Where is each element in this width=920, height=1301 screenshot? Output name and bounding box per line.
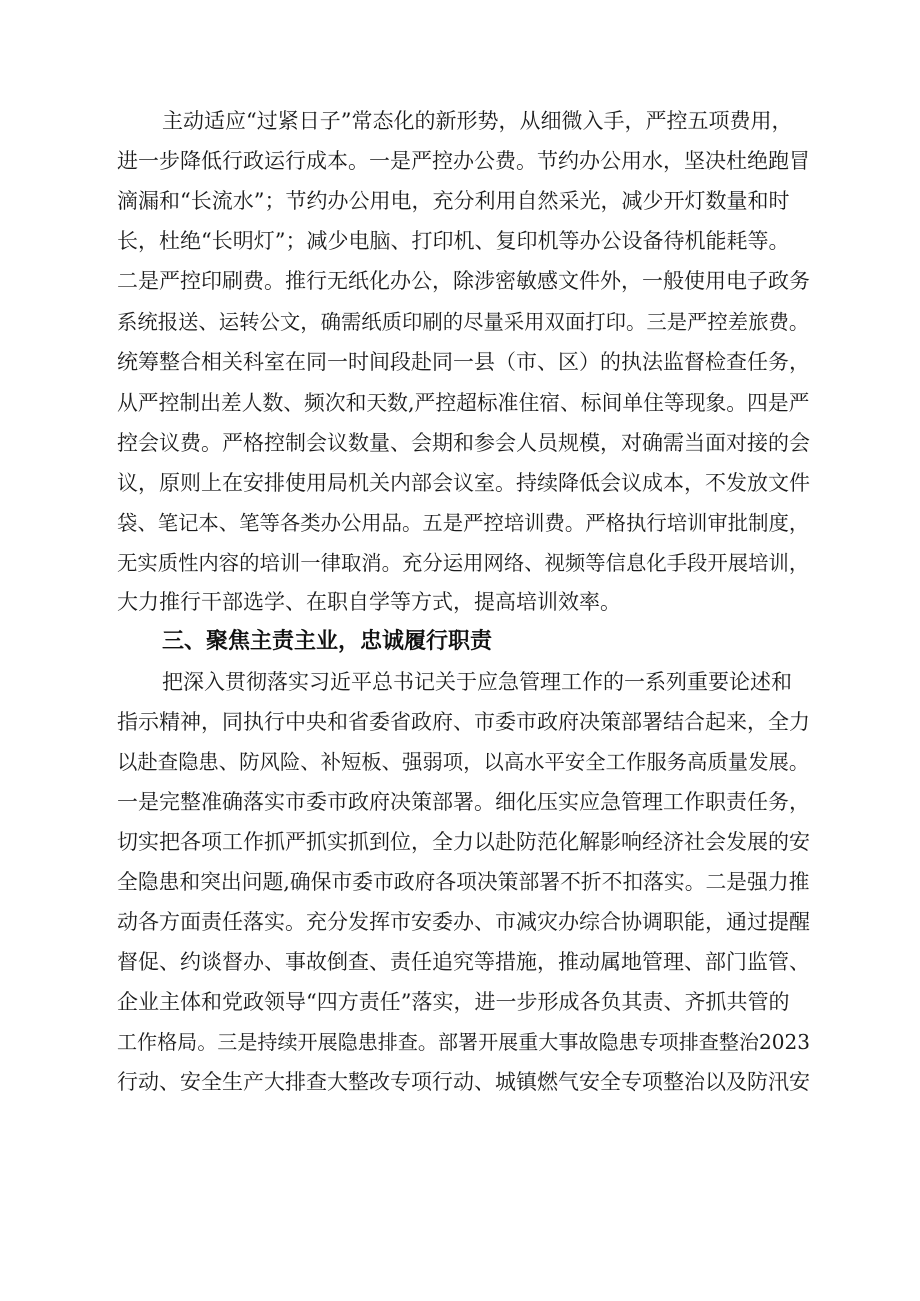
paragraph1-line-12: 无实质性内容的培训一律取消。充分运用网络、视频等信息化手段开展培训，: [117, 551, 810, 575]
paragraph1-line-7: 统筹整合相关科室在同一时间段赴同一县（市、区）的执法监督检查任务，: [117, 350, 810, 374]
paragraph1-line-3: 滴漏和“长流水”；节约办公用电，充分利用自然采光，减少开灯数量和时: [117, 189, 790, 213]
paragraph1-line-5: 二是严控印刷费。推行无纸化办公，除涉密敏感文件外，一般使用电子政务: [117, 269, 810, 293]
paragraph2-line-2: 指示精神，同执行中央和省委省政府、市委市政府决策部署结合起来，全力: [117, 710, 810, 734]
paragraph1-line-10: 议，原则上在安排使用局机关内部会议室。持续降低会议成本，不发放文件: [117, 471, 810, 495]
paragraph2-line-10: 工作格局。三是持续开展隐患排查。部署开展重大事故隐患专项排查整治2023: [117, 1030, 811, 1054]
paragraph2-line-7: 动各方面责任落实。充分发挥市安委办、市减灾办综合协调职能，通过提醒: [117, 910, 810, 934]
paragraph2-line-1: 把深入贯彻落实习近平总书记关于应急管理工作的一系列重要论述和: [162, 670, 792, 694]
paragraph2-line-5: 切实把各项工作抓严抓实抓到位，全力以赴防范化解影响经济社会发展的安: [117, 830, 810, 854]
paragraph2-line-3: 以赴查隐患、防风险、补短板、强弱项，以高水平安全工作服务高质量发展。: [117, 750, 810, 774]
paragraph1-line-13: 大力推行干部选学、在职自学等方式，提高培训效率。: [117, 590, 621, 614]
paragraph1-line-2: 进一步降低行政运行成本。一是严控办公费。节约办公用水，坚决杜绝跑冒: [117, 149, 810, 173]
paragraph2-line-11: 行动、安全生产大排查大整改专项行动、城镇燃气安全专项整治以及防汛安: [117, 1070, 810, 1094]
paragraph2-line-8: 督促、约谈督办、事故倒查、责任追究等措施，推动属地管理、部门监管、: [117, 950, 810, 974]
paragraph1-line-11: 袋、笔记本、笔等各类办公用品。五是严控培训费。严格执行培训审批制度，: [117, 511, 810, 535]
section-heading: 三、聚焦主责主业，忠诚履行职责: [162, 629, 493, 654]
paragraph2-line-6: 全隐患和突出问题,确保市委市政府各项决策部署不折不扣落实。二是强力推: [117, 870, 810, 894]
paragraph1-line-9: 控会议费。严格控制会议数量、会期和参会人员规模，对确需当面对接的会: [117, 431, 810, 455]
paragraph1-line-8: 从严控制出差人数、频次和天数,严控超标准住宿、标间单住等现象。四是严: [117, 391, 810, 415]
paragraph1-line-1: 主动适应“过紧日子”常态化的新形势，从细微入手，严控五项费用，: [162, 109, 793, 133]
paragraph2-line-9: 企业主体和党政领导“四方责任”落实，进一步形成各负其责、齐抓共管的: [117, 990, 790, 1014]
paragraph1-line-4: 长，杜绝“长明灯”；减少电脑、打印机、复印机等办公设备待机能耗等。: [117, 229, 790, 253]
paragraph1-line-6: 系统报送、运转公文，确需纸质印刷的尽量采用双面打印。三是严控差旅费。: [117, 310, 810, 334]
paragraph2-line-4: 一是完整准确落实市委市政府决策部署。细化压实应急管理工作职责任务，: [117, 790, 810, 814]
